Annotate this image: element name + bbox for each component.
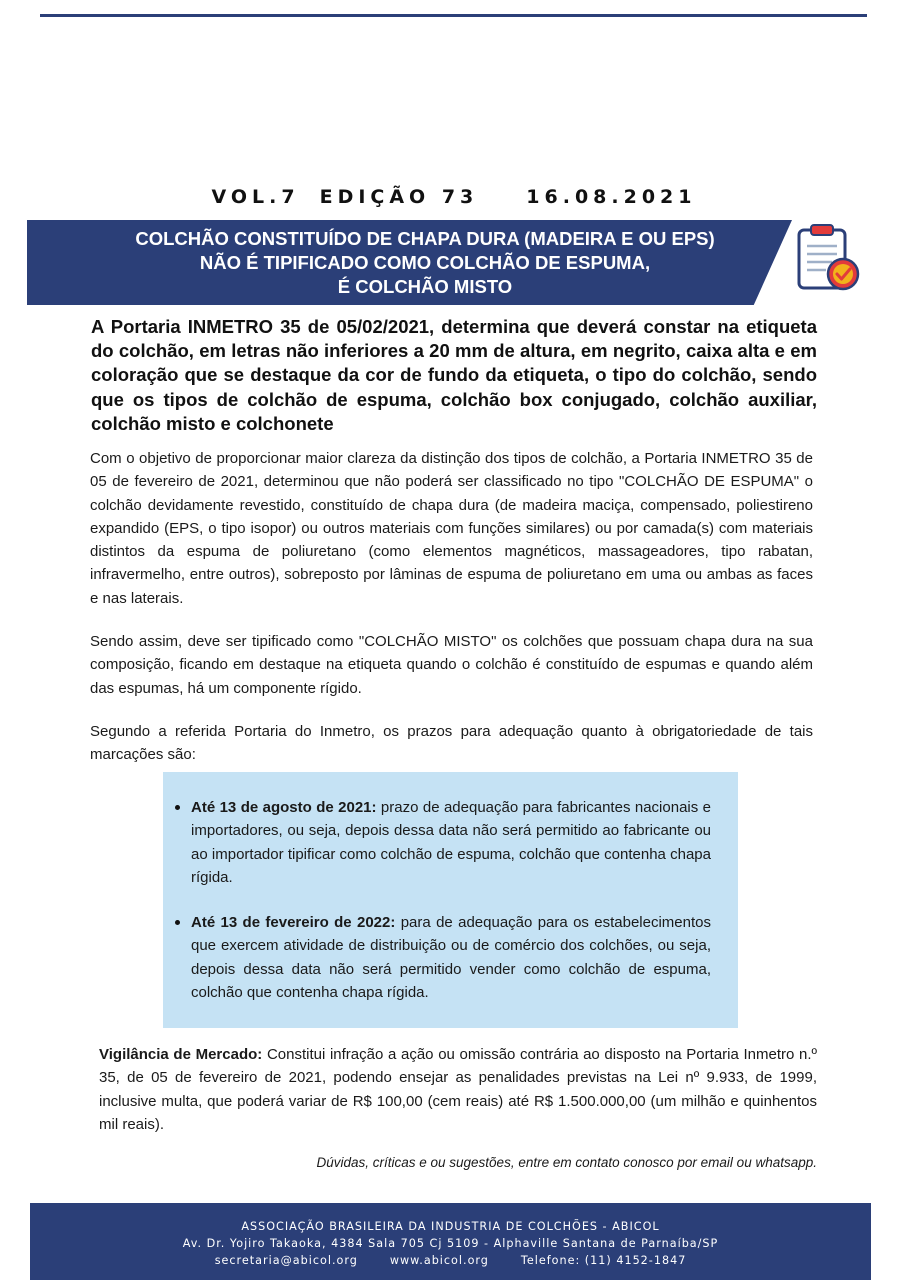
contact-note: Dúvidas, críticas e ou sugestões, entre em contato conosco por email ou whatsapp.: [316, 1155, 817, 1170]
footer-org: ASSOCIAÇÃO BRASILEIRA DA INDUSTRIA DE COLCHÕES - ABICOL: [241, 1220, 660, 1233]
footer: [30, 1203, 871, 1280]
list-item: [163, 911, 711, 1004]
footer-phone: Telefone: (11) 4152-1847: [520, 1254, 687, 1267]
deadlines-box: [163, 772, 738, 1028]
title-line: COLCHÃO CONSTITUÍDO DE CHAPA DURA (MADEIRA E OU EPS): [135, 228, 715, 249]
footer-contacts: [30, 1252, 871, 1269]
footer-email-link[interactable]: secretaria@abicol.org: [214, 1254, 358, 1267]
volume: VOL.7: [211, 186, 300, 208]
title-line: NÃO É TIPIFICADO COMO COLCHÃO DE ESPUMA,: [199, 252, 651, 273]
vigilance-paragraph: [99, 1043, 817, 1136]
footer-address: Av. Dr. Yojiro Takaoka, 4384 Sala 705 Cj 5109 - Alphaville Santana de Parnaíba/SP: [182, 1237, 719, 1250]
list-item: [163, 796, 711, 889]
lead-paragraph: A Portaria INMETRO 35 de 05/02/2021, determina que deverá constar na etiqueta do colchão, em letras não inferiores a 20 mm de altura, em negrito, caixa alta e em coloração que se destaque da cor de fundo da etiqueta, o tipo do colchão, sendo que os tipos de colchão de espuma, colchão box conjugado, colchão auxiliar, colchão misto e colchonete: [91, 316, 817, 434]
title-line: É COLCHÃO MISTO: [337, 276, 513, 297]
deadline-text: para de adequação para os estabelecimentos que exercem atividade de distribuição ou de comércio dos colchões, ou seja, depois dessa data não será permitido vender como colchão de espuma, colchão que contenha chapa rígida.: [191, 914, 711, 1002]
paragraph-deadlines-intro: Segundo a referida Portaria do Inmetro, os prazos para adequação quanto à obrigatoriedade de tais marcações são:: [90, 723, 813, 764]
deadline-date: Até 13 de fevereiro de 2022:: [191, 914, 396, 932]
paragraph-definition: Com o objetivo de proporcionar maior clareza da distinção dos tipos de colchão, a Portaria INMETRO 35 de 05 de fevereiro de 2021, determinou que não poderá ser classificado no tipo "COLCHÃO DE ESPUMA" o colchão devidamente revestido, constituído de chapa dura (de madeira maciça, compensado, poliestireno expandido (EPS, o tipo isopor) ou outros materiais com funções similares) ou por camada(s) com materiais distintos da espuma de poliuretano (como elementos magnéticos, massageadores, tipo rabatan, infravermelho, entre outros), sobreposto por lâminas de espuma de poliuretano em uma ou ambas as faces e nas laterais.: [90, 450, 813, 607]
top-rule: [40, 14, 867, 17]
vigilance-label: Vigilância de Mercado:: [99, 1046, 263, 1063]
clipboard-check-icon: [796, 222, 862, 294]
footer-website-link[interactable]: www.abicol.org: [389, 1254, 489, 1267]
deadlines-list: [163, 796, 738, 1004]
deadline-date: Até 13 de agosto de 2021:: [191, 799, 377, 816]
deadline-text: prazo de adequação para fabricantes nacionais e importadores, ou seja, depois dessa data não será permitido ao fabricante ou ao importador tipificar como colchão de espuma, colchão que contenha chapa rígida.: [191, 799, 712, 886]
issue-date: 16.08.2021: [526, 186, 697, 208]
edition: EDIÇÃO 73: [319, 186, 479, 208]
issue-line: [0, 186, 908, 208]
vigilance-text: Constitui infração a ação ou omissão contrária ao disposto na Portaria Inmetro n.º 35, de 05 de fevereiro de 2021, podendo ensejar as penalidades previstas na Lei nº 9.933, de 1999, inclusive multa, que poderá variar de R$ 100,00 (cem reais) até R$ 1.500.000,00 (um milhão e quinhentos mil reais).: [99, 1046, 817, 1133]
paragraph-misto: Sendo assim, deve ser tipificado como "COLCHÃO MISTO" os colchões que possuam chapa dura na sua composição, ficando em destaque na etiqueta quando o colchão é constituído de espumas e quando além das espumas, há um componente rígido.: [90, 633, 813, 697]
page-title: [60, 227, 790, 299]
